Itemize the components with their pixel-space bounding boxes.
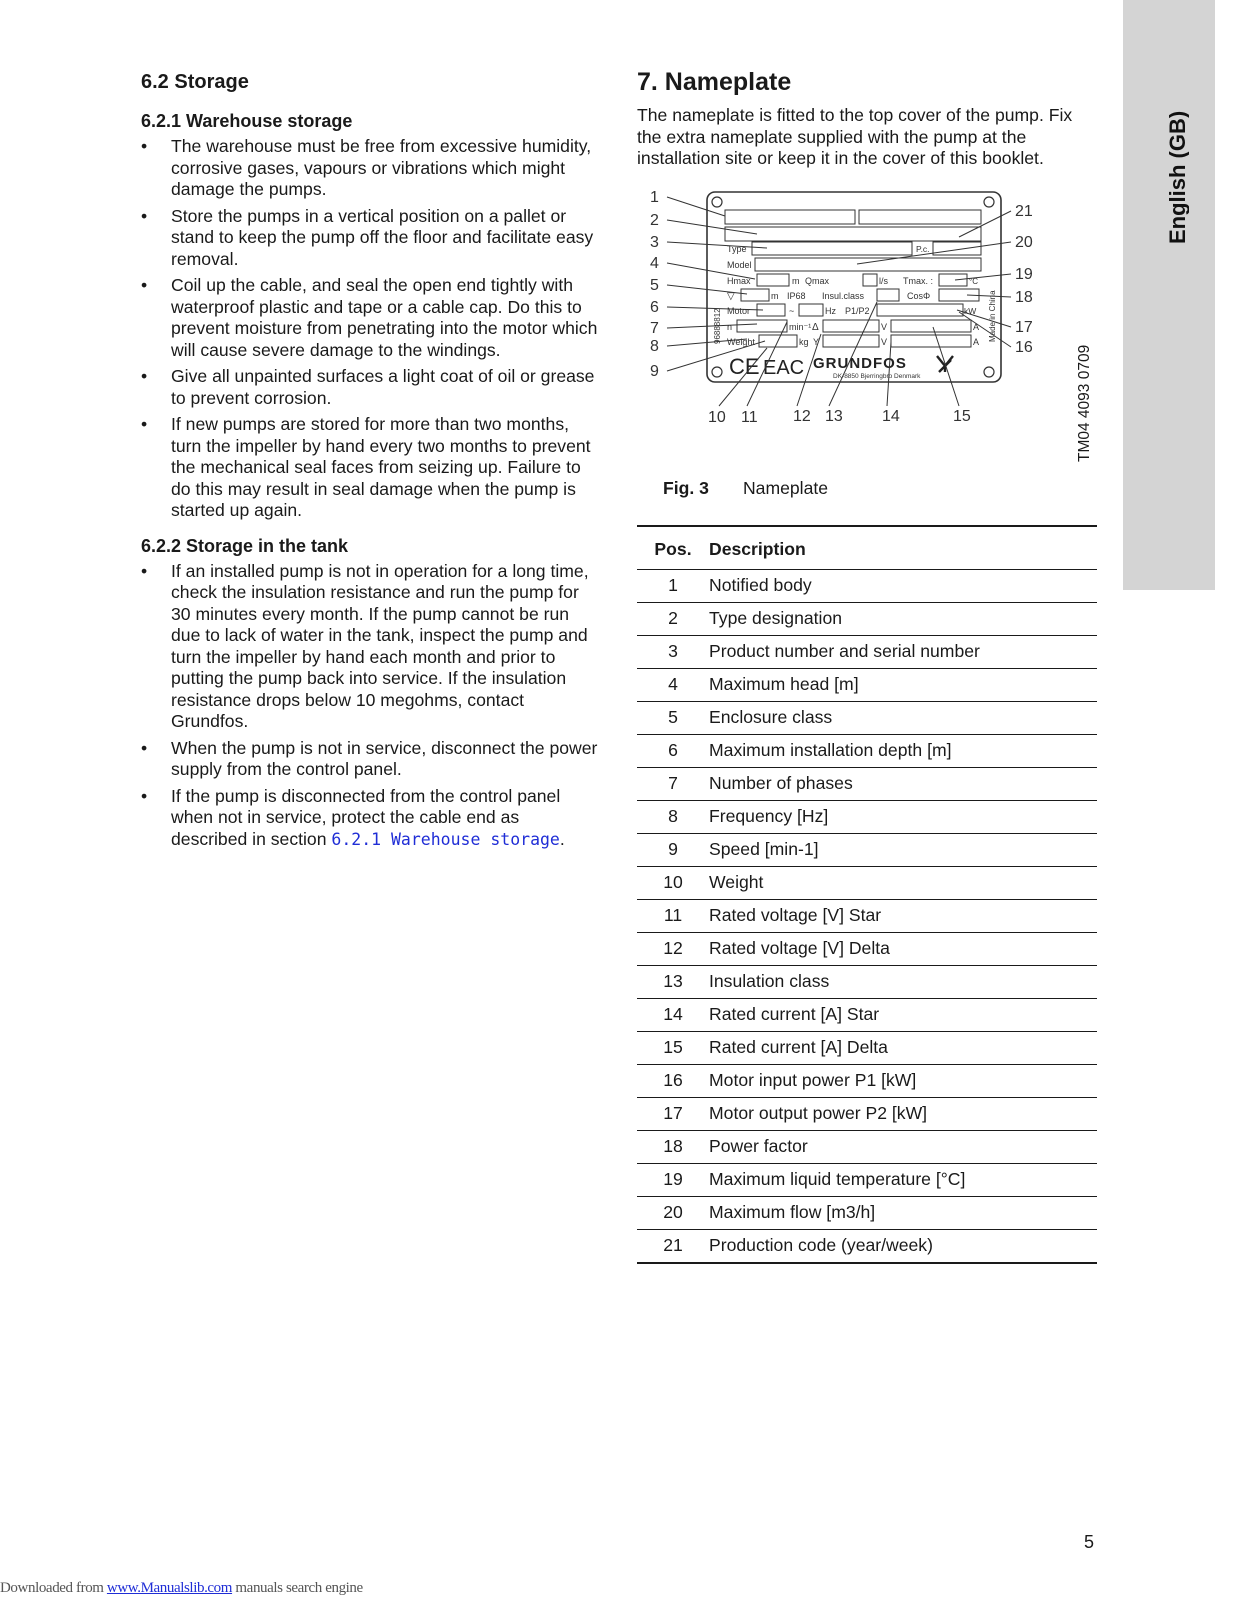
callout-number: 10 xyxy=(708,408,726,426)
pos-number: 6 xyxy=(637,735,709,768)
pos-description: Production code (year/week) xyxy=(709,1230,1097,1264)
list-item: • Coil up the cable, and seal the open end tightly with waterproof plastic and tape or a cable cap. Do this to prevent moisture from penetrating into the motor which will cause severe damage to the windings. xyxy=(141,275,598,360)
list-item: • Store the pumps in a vertical position on a pallet or stand to keep the pump off the floor and facilitate easy removal. xyxy=(141,205,594,269)
svg-text:m: m xyxy=(792,275,800,286)
callout-number: 21 xyxy=(1015,202,1033,220)
table-row xyxy=(637,867,1097,900)
pos-description: Motor output power P2 [kW] xyxy=(709,1098,1097,1131)
list-item: • Give all unpainted surfaces a light coat of oil or grease to prevent corrosion. xyxy=(141,366,595,408)
warehouse-storage-heading: 6.2.1 Warehouse storage xyxy=(141,111,353,131)
right-callouts xyxy=(1015,203,1033,356)
callout-number: 17 xyxy=(1015,318,1033,336)
table-row xyxy=(637,636,1097,669)
svg-text:A: A xyxy=(973,336,980,347)
svg-text:kg: kg xyxy=(799,336,809,347)
left-callouts xyxy=(650,189,659,380)
table-row xyxy=(637,702,1097,735)
svg-text:m: m xyxy=(771,290,779,301)
table-row xyxy=(637,1098,1097,1131)
pos-number: 4 xyxy=(637,669,709,702)
list-item: • When the pump is not in service, disconnect the power supply from the control panel. xyxy=(141,737,598,779)
table-header-row xyxy=(637,526,1097,570)
pos-description: Weight xyxy=(709,867,1097,900)
pos-description: Maximum liquid temperature [°C] xyxy=(709,1164,1097,1197)
pos-number: 1 xyxy=(637,570,709,603)
pos-description: Frequency [Hz] xyxy=(709,801,1097,834)
callout-number: 6 xyxy=(650,298,659,316)
svg-text:kW: kW xyxy=(964,305,977,316)
callout-number: 11 xyxy=(741,408,758,426)
pos-description: Product number and serial number xyxy=(709,636,1097,669)
callout-number: 9 xyxy=(650,362,659,380)
ce-logo: CE xyxy=(729,353,760,379)
list-item: • If the pump is disconnected from the control panel when not in service, protect the cable end as described in section 6.2.1 Warehouse storage. xyxy=(141,785,565,849)
pos-description: Power factor xyxy=(709,1131,1097,1164)
pos-number: 2 xyxy=(637,603,709,636)
svg-text:IP68: IP68 xyxy=(787,290,806,301)
pos-number: 9 xyxy=(637,834,709,867)
plate-made-in: Made in China xyxy=(988,289,997,342)
pos-number: 17 xyxy=(637,1098,709,1131)
callout-number: 4 xyxy=(650,254,659,272)
plate-code: 96888812 xyxy=(713,307,722,344)
pos-description: Rated current [A] Delta xyxy=(709,1032,1097,1065)
pos-number: 15 xyxy=(637,1032,709,1065)
plate-address: DK-8850 Bjerringbro Denmark xyxy=(833,372,921,380)
pos-description: Maximum installation depth [m] xyxy=(709,735,1097,768)
list-item: • If an installed pump is not in operation for a long time, check the insulation resistance and run the pump for 30 minutes every month. If the pump cannot be run due to lack of water in the tank, inspect the pump and turn the impeller by hand each month and prior to putting the pump back into service. If the insulation resistance drops below 10 megohms, contact Grundfos. xyxy=(141,560,589,731)
pos-description: Maximum flow [m3/h] xyxy=(709,1197,1097,1230)
callout-number: 2 xyxy=(650,211,659,229)
callout-number: 1 xyxy=(650,188,659,206)
table-row xyxy=(637,1065,1097,1098)
table-row xyxy=(637,768,1097,801)
callout-number: 15 xyxy=(953,407,971,425)
pos-number: 5 xyxy=(637,702,709,735)
table-row xyxy=(637,933,1097,966)
callout-number: 14 xyxy=(882,407,900,425)
table-row xyxy=(637,669,1097,702)
eac-logo: EAC xyxy=(763,356,805,379)
table-row xyxy=(637,966,1097,999)
svg-text:~: ~ xyxy=(789,305,795,316)
tank-storage-list xyxy=(141,561,599,851)
callout-number: 18 xyxy=(1015,288,1033,306)
pos-description: Notified body xyxy=(709,570,1097,603)
svg-text:TM04 4093 0709: TM04 4093 0709 xyxy=(1076,344,1093,462)
nameplate-positions-table xyxy=(637,525,1097,1264)
pos-number: 7 xyxy=(637,768,709,801)
svg-text:Weight: Weight xyxy=(727,336,755,347)
grundfos-logo: GRUNDFOS xyxy=(813,354,907,372)
nameplate-heading: 7. Nameplate xyxy=(637,68,792,96)
plate-type-label: Type xyxy=(727,243,747,254)
language-tab xyxy=(1123,0,1215,590)
storage-heading: 6.2 Storage xyxy=(141,71,249,93)
warehouse-storage-link[interactable]: 6.2.1 Warehouse storage xyxy=(331,829,560,849)
table-row xyxy=(637,570,1097,603)
storage-section xyxy=(141,68,599,855)
svg-text:l/s: l/s xyxy=(879,275,888,286)
pos-number: 10 xyxy=(637,867,709,900)
pos-number: 21 xyxy=(637,1230,709,1264)
pos-number: 11 xyxy=(637,900,709,933)
pos-description: Insulation class xyxy=(709,966,1097,999)
svg-text:Qmax: Qmax xyxy=(805,275,830,286)
table-row xyxy=(637,834,1097,867)
pos-description: Enclosure class xyxy=(709,702,1097,735)
table-row xyxy=(637,1131,1097,1164)
bottom-callouts xyxy=(708,408,971,426)
svg-text:°C: °C xyxy=(969,276,978,286)
table-row xyxy=(637,1032,1097,1065)
table-row xyxy=(637,900,1097,933)
nameplate-intro: The nameplate is fitted to the top cover of the pump. Fix the extra nameplate supplied with the pump at the installation site or keep it in the cover of this booklet. xyxy=(637,105,1073,168)
pos-number: 16 xyxy=(637,1065,709,1098)
pos-description: Rated voltage [V] Delta xyxy=(709,933,1097,966)
svg-text:P1/P2: P1/P2 xyxy=(845,305,870,316)
svg-text:V: V xyxy=(881,336,888,347)
svg-text:Y: Y xyxy=(813,336,820,347)
plate-model-label: Model xyxy=(727,259,752,270)
svg-text:▽: ▽ xyxy=(727,290,735,302)
table-row xyxy=(637,1197,1097,1230)
pos-number: 20 xyxy=(637,1197,709,1230)
caption-text: Nameplate xyxy=(742,478,829,498)
pos-number: 18 xyxy=(637,1131,709,1164)
callout-number: 7 xyxy=(650,319,659,337)
pos-description: Type designation xyxy=(709,603,1097,636)
svg-text:V: V xyxy=(881,321,888,332)
svg-text:Tmax. :: Tmax. : xyxy=(903,275,934,286)
svg-text:Insul.class: Insul.class xyxy=(822,290,865,301)
pos-number: 14 xyxy=(637,999,709,1032)
pos-description: Rated voltage [V] Star xyxy=(709,900,1097,933)
caption-label: Fig. 3 xyxy=(663,478,709,498)
pos-description: Rated current [A] Star xyxy=(709,999,1097,1032)
nameplate-diagram xyxy=(637,184,1097,444)
svg-text:Hz: Hz xyxy=(825,305,836,316)
tm-code xyxy=(1073,334,1093,464)
pos-description: Maximum head [m] xyxy=(709,669,1097,702)
table-row xyxy=(637,603,1097,636)
pos-description: Motor input power P1 [kW] xyxy=(709,1065,1097,1098)
svg-text:n: n xyxy=(727,321,733,332)
callout-number: 13 xyxy=(825,407,843,425)
nameplate-section xyxy=(637,68,1097,444)
callout-number: 8 xyxy=(650,337,659,355)
manualslib-link[interactable]: www.Manualslib.com xyxy=(106,1580,233,1596)
language-label: English (GB) xyxy=(1165,110,1189,244)
pos-description: Speed [min-1] xyxy=(709,834,1097,867)
table-body xyxy=(637,570,1097,1264)
svg-text:min⁻¹: min⁻¹ xyxy=(789,321,812,332)
figure-caption xyxy=(663,478,828,499)
pos-description: Number of phases xyxy=(709,768,1097,801)
pos-number: 3 xyxy=(637,636,709,669)
callout-number: 16 xyxy=(1015,338,1033,356)
table-row xyxy=(637,735,1097,768)
callout-number: 12 xyxy=(793,407,811,425)
plate-pc-label: P.c. xyxy=(916,243,930,254)
table-row xyxy=(637,1164,1097,1197)
callout-number: 5 xyxy=(650,276,659,294)
pos-number: 13 xyxy=(637,966,709,999)
pos-number: 8 xyxy=(637,801,709,834)
page-number: 5 xyxy=(1084,1532,1095,1552)
table-row xyxy=(637,999,1097,1032)
callout-number: 3 xyxy=(650,233,659,251)
column-header-description: Description xyxy=(709,526,1097,570)
download-footer: Downloaded from www.Manualslib.com manuals search engine xyxy=(0,1580,363,1596)
list-item: • If new pumps are stored for more than two months, turn the impeller by hand every two months to prevent the mechanical seal faces from seizing up. Failure to do this may result in seal damage when the pump is started up again. xyxy=(141,414,591,520)
table-row xyxy=(637,1230,1097,1264)
callout-number: 19 xyxy=(1015,265,1033,283)
list-item: • The warehouse must be free from excessive humidity, corrosive gases, vapours or vibrations which might damage the pumps. xyxy=(141,136,592,199)
svg-text:Motor: Motor xyxy=(727,305,751,316)
nameplate-figure xyxy=(637,184,1097,444)
column-header-pos: Pos. xyxy=(637,526,709,570)
pos-number: 12 xyxy=(637,933,709,966)
plate-hmax-label: Hmax xyxy=(727,275,751,286)
tank-storage-heading: 6.2.2 Storage in the tank xyxy=(141,535,349,556)
svg-text:Δ: Δ xyxy=(812,321,819,333)
svg-text:CosΦ: CosΦ xyxy=(907,290,931,301)
warehouse-storage-list xyxy=(141,136,599,522)
svg-text:A: A xyxy=(973,321,980,332)
callout-number: 20 xyxy=(1015,233,1033,251)
pos-number: 19 xyxy=(637,1164,709,1197)
table-row xyxy=(637,801,1097,834)
